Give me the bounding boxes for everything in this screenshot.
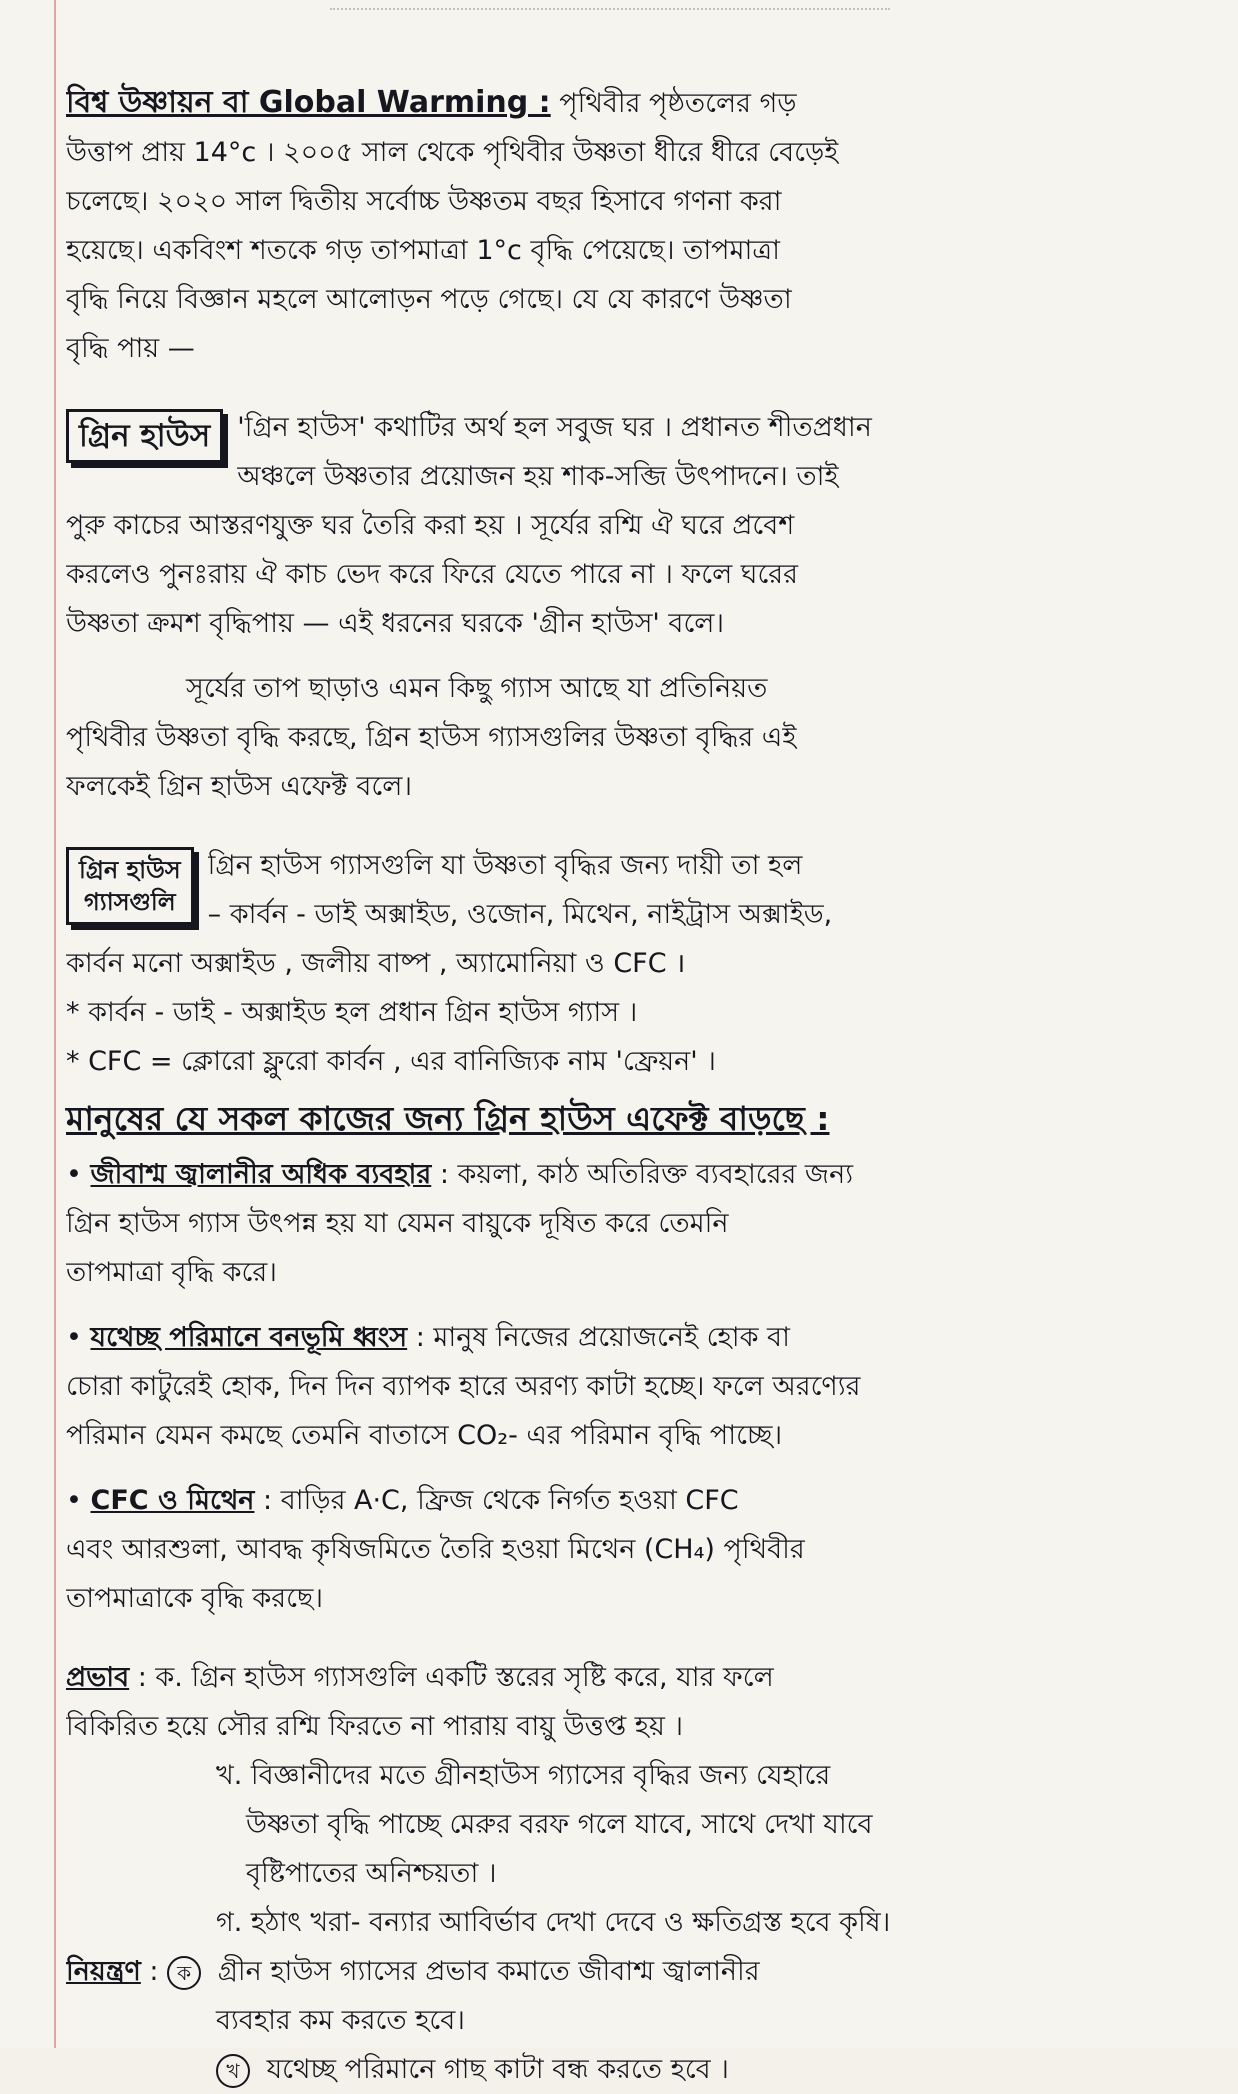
- green-house-box-label: গ্রিন হাউস: [66, 409, 223, 463]
- item-marker: ক: [167, 1956, 201, 1990]
- control-line: [66, 2045, 1192, 2094]
- text-line: গ্রিন হাউস গ্যাস উৎপন্ন হয় যা যেমন বায়ুকে দূষিত করে তেমনি: [66, 1208, 729, 1239]
- text-line: করলেও পুনঃরায় ঐ কাচ ভেদ করে ফিরে যেতে পারে না । ফলে ঘরের: [66, 559, 798, 590]
- bullet-item: • যথেচ্ছ পরিমানে বনভূমি ধ্বংস : মানুষ নিজের প্রয়োজনেই হোক বা: [66, 1322, 790, 1353]
- human-causes-heading: মানুষের যে সকল কাজের জন্য গ্রিন হাউস এফেক্ট বাড়ছে :: [66, 1099, 830, 1138]
- text-line: বৃষ্টিপাতের অনিশ্চয়তা ।: [246, 1858, 497, 1889]
- text-line: গ্রিন হাউস গ্যাসগুলি যা উষ্ণতা বৃদ্ধির জন্য দায়ী তা হল: [207, 850, 803, 881]
- text-line: উষ্ণতা বৃদ্ধি পাচ্ছে মেরুর বরফ গলে যাবে, সাথে দেখা যাবে: [246, 1809, 873, 1840]
- text-line: সূর্যের তাপ ছাড়াও এমন কিছু গ্যাস আছে যা প্রতিনিয়ত: [186, 673, 768, 704]
- text-line: 'গ্রিন হাউস' কথাটির অর্থ হল সবুজ ঘর । প্রধানত শীতপ্রধান: [237, 412, 872, 443]
- text-line: উষ্ণতা ক্রমশ বৃদ্ধিপায় — এই ধরনের ঘরকে 'গ্রীন হাউস' বলে।: [66, 608, 725, 639]
- control-label: নিয়ন্ত্রণ: [66, 1956, 141, 1987]
- bullet-heading: CFC ও মিথেন: [90, 1485, 255, 1516]
- bullet-text: : কয়লা, কাঠ অতিরিক্ত ব্যবহারের জন্য: [439, 1159, 854, 1190]
- box-label-line: গ্যাসগুলি: [84, 888, 176, 916]
- bullet-item: • CFC ও মিথেন : বাড়ির A·C, ফ্রিজ থেকে নির্গত হওয়া CFC: [66, 1485, 739, 1516]
- bullet-text: : বাড়ির A·C, ফ্রিজ থেকে নির্গত হওয়া CFC: [263, 1485, 739, 1516]
- text-line: বিকিরিত হয়ে সৌর রশ্মি ফিরতে না পারায় বায়ু উত্তপ্ত হয় ।: [66, 1711, 684, 1742]
- text-line: কার্বন মনো অক্সাইড , জলীয় বাষ্প , অ্যামোনিয়া ও CFC ।: [66, 948, 686, 979]
- text-line: তাপমাত্রাকে বৃদ্ধি করছে।: [66, 1583, 323, 1614]
- bullet-item: • জীবাশ্ম জ্বালানীর অধিক ব্যবহার : কয়লা, কাঠ অতিরিক্ত ব্যবহারের জন্য: [66, 1159, 854, 1190]
- text-line: পৃথিবীর উষ্ণতা বৃদ্ধি করছে, গ্রিন হাউস গ্যাসগুলির উষ্ণতা বৃদ্ধির এই: [66, 722, 797, 753]
- text-line: এবং আরশুলা, আবদ্ধ কৃষিজমিতে তৈরি হওয়া মিথেন (CH₄) পৃথিবীর: [66, 1534, 805, 1565]
- note-line: * CFC = ক্লোরো ফ্লুরো কার্বন , এর বানিজ্যিক নাম 'ফ্রেয়ন' ।: [66, 1046, 716, 1077]
- green-house-gases-box-label: [66, 847, 194, 925]
- global-warming-title: বিশ্ব উষ্ণায়ন বা Global Warming :: [66, 85, 551, 120]
- effects-line: [66, 1653, 1192, 1702]
- text-line: অঞ্চলে উষ্ণতার প্রয়োজন হয় শাক-সব্জি উৎপাদনে। তাই: [237, 461, 839, 492]
- text-line: পৃথিবীর পৃষ্ঠতলের গড়: [559, 88, 797, 119]
- text-line: খ. বিজ্ঞানীদের মতে গ্রীনহাউস গ্যাসের বৃদ্ধির জন্য যেহারে: [216, 1760, 831, 1791]
- text-line: চোরা কাটুরেই হোক, দিন দিন ব্যাপক হারে অরণ্য কাটা হচ্ছে। ফলে অরণ্যের: [66, 1371, 861, 1402]
- text-line: বৃদ্ধি পায় —: [66, 333, 195, 364]
- text-line: গ্রীন হাউস গ্যাসের প্রভাব কমাতে জীবাশ্ম জ্বালানীর: [217, 1956, 760, 1987]
- text-line: উত্তাপ প্রায় 14°c । ২০০৫ সাল থেকে পৃথিবীর উষ্ণতা ধীরে ধীরে বেড়েই: [66, 137, 839, 168]
- text-line: বৃদ্ধি নিয়ে বিজ্ঞান মহলে আলোড়ন পড়ে গেছে। যে যে কারণে উষ্ণতা: [66, 284, 792, 315]
- text-line: : ক. গ্রিন হাউস গ্যাসগুলি একটি স্তরের সৃষ্টি করে, যার ফলে: [137, 1662, 774, 1693]
- effects-label: প্রভাব: [66, 1662, 130, 1693]
- control-line: নিয়ন্ত্রণ : ক গ্রীন হাউস গ্যাসের প্রভাব কমাতে জীবাশ্ম জ্বালানীর: [66, 1947, 1192, 1996]
- text-line: চলেছে। ২০২০ সাল দ্বিতীয় সর্বোচ্চ উষ্ণতম বছর হিসাবে গণনা করা: [66, 186, 782, 217]
- text-line: গ. হঠাৎ খরা- বন্যার আবির্ভাব দেখা দেবে ও ক্ষতিগ্রস্ত হবে কৃষি।: [216, 1907, 891, 1938]
- text-line: ব্যবহার কম করতে হবে।: [216, 2005, 465, 2036]
- text-line: যথেচ্ছ পরিমানে গাছ কাটা বন্ধ করতে হবে ।: [266, 2054, 729, 2085]
- text-line: – কার্বন - ডাই অক্সাইড, ওজোন, মিথেন, নাইট্রাস অক্সাইড,: [207, 899, 833, 930]
- bullet-heading: যথেচ্ছ পরিমানে বনভূমি ধ্বংস: [90, 1322, 408, 1353]
- text-line: ফলকেই গ্রিন হাউস এফেক্ট বলে।: [66, 771, 412, 802]
- bullet-heading: জীবাশ্ম জ্বালানীর অধিক ব্যবহার: [90, 1159, 432, 1190]
- bullet-text: : মানুষ নিজের প্রয়োজনেই হোক বা: [415, 1322, 790, 1353]
- text-line: পুরু কাচের আস্তরণযুক্ত ঘর তৈরি করা হয় । সূর্যের রশ্মি ঐ ঘরে প্রবেশ: [66, 510, 795, 541]
- text-line: তাপমাত্রা বৃদ্ধি করে।: [66, 1257, 277, 1288]
- global-warming-heading-line: [66, 78, 1192, 128]
- text-line: পরিমান যেমন কমছে তেমনি বাতাসে CO₂- এর পরিমান বৃদ্ধি পাচ্ছে।: [66, 1420, 783, 1451]
- page-top-smudge: [330, 8, 890, 32]
- item-marker: খ: [216, 2054, 250, 2088]
- note-line: * কার্বন - ডাই - অক্সাইড হল প্রধান গ্রিন হাউস গ্যাস ।: [66, 997, 638, 1028]
- box-label-line: গ্রিন হাউস: [79, 856, 181, 884]
- text-line: হয়েছে। একবিংশ শতকে গড় তাপমাত্রা 1°c বৃদ্ধি পেয়েছে। তাপমাত্রা: [66, 235, 780, 266]
